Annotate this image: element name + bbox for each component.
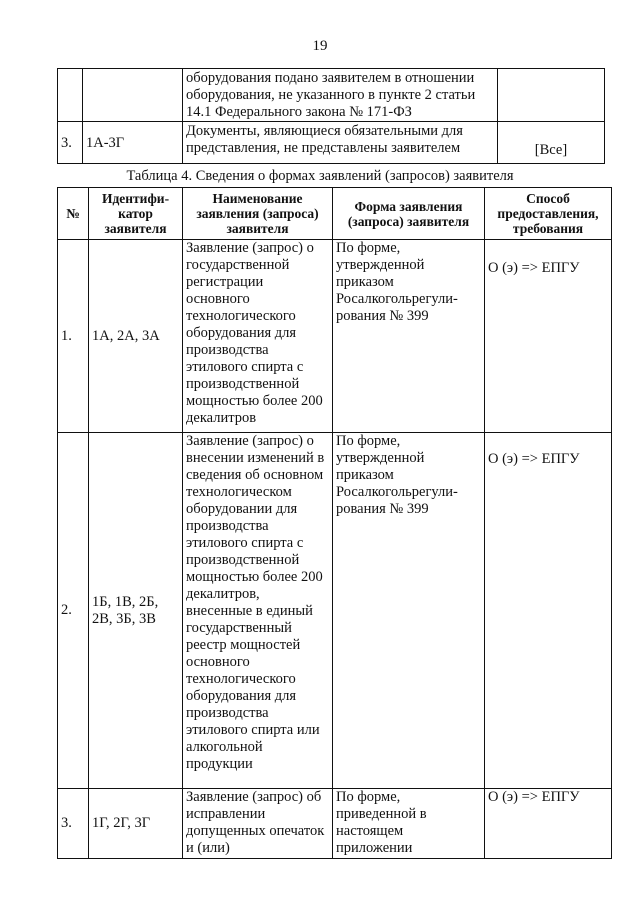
row-number: 3. xyxy=(58,122,83,164)
row-text: оборудования подано заявителем в отношении оборудования, не указанного в пункте 2 статьи 14.1 Федерального закона № 171-ФЗ xyxy=(183,69,498,122)
row-application-name: Заявление (запрос) об исправлении допущенных опечаток и (или) xyxy=(183,789,333,859)
table-row xyxy=(58,789,612,859)
row-number: 2. xyxy=(58,433,89,789)
header-form: Форма заявления (запроса) заявителя xyxy=(333,188,485,240)
row-identifiers: 1Б, 1В, 2Б, 2В, 3Б, 3В xyxy=(89,433,183,789)
row-submission-method: О (э) => ЕПГУ xyxy=(485,789,612,859)
header-number: № xyxy=(58,188,89,240)
header-identifier: Идентифи-катор заявителя xyxy=(89,188,183,240)
row-application-form: По форме, утвержденной приказом Росалкогольрегули-рования № 399 xyxy=(333,433,485,789)
header-name: Наименование заявления (запроса) заявителя xyxy=(183,188,333,240)
table-row xyxy=(58,240,612,433)
row-identifier xyxy=(83,69,183,122)
row-identifiers: 1А, 2А, 3А xyxy=(89,240,183,433)
header-method: Способ предоставления, требования xyxy=(485,188,612,240)
row-number xyxy=(58,69,83,122)
row-submission-method: О (э) => ЕПГУ xyxy=(485,240,612,433)
row-application-form: По форме, приведенной в настоящем приложении xyxy=(333,789,485,859)
forms-table xyxy=(57,187,612,859)
row-number: 3. xyxy=(58,789,89,859)
table-row xyxy=(58,433,612,789)
table-row xyxy=(58,122,605,164)
row-text: Документы, являющиеся обязательными для представления, не представлены заявителем xyxy=(183,122,498,164)
table-header-row xyxy=(58,188,612,240)
row-application-name: Заявление (запрос) о внесении изменений в сведения об основном технологическом оборудовании для производства этилового спирта с производственной мощностью более 200 декалитров, внесенные в единый государственный реестр мощностей основного технологического оборудования для производства этилового спирта или алкогольной продукции xyxy=(183,433,333,789)
row-scope xyxy=(498,69,605,122)
row-submission-method: О (э) => ЕПГУ xyxy=(485,433,612,789)
row-application-name: Заявление (запрос) о государственной регистрации основного технологического оборудования для производства этилового спирта с производственной мощностью более 200 декалитров xyxy=(183,240,333,433)
row-number: 1. xyxy=(58,240,89,433)
table-row xyxy=(58,69,605,122)
row-scope: [Все] xyxy=(498,122,605,164)
page-number: 19 xyxy=(312,38,328,54)
table-caption: Таблица 4. Сведения о формах заявлений (запросов) заявителя xyxy=(126,168,514,184)
row-identifiers: 1Г, 2Г, 3Г xyxy=(89,789,183,859)
row-application-form: По форме, утвержденной приказом Росалкогольрегули-рования № 399 xyxy=(333,240,485,433)
continued-table xyxy=(57,68,605,164)
row-identifier: 1А-3Г xyxy=(83,122,183,164)
